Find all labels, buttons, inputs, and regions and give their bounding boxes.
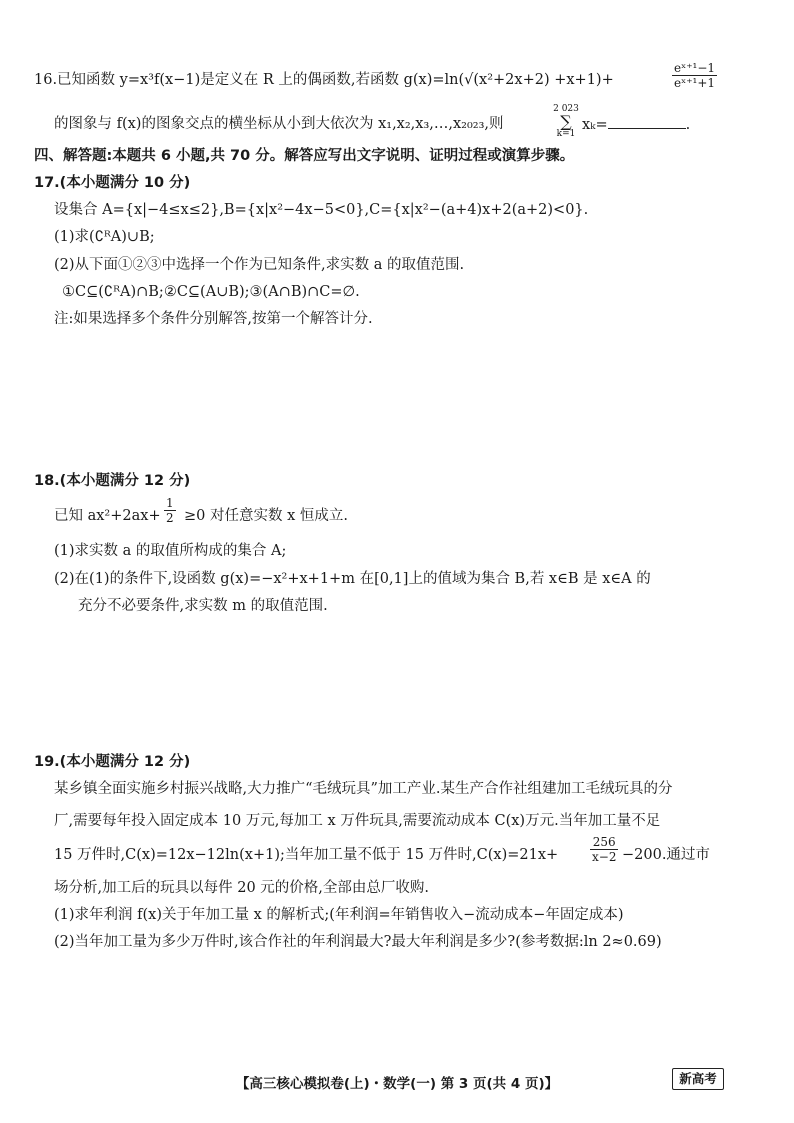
- q16-sum-bottom: k=1: [556, 129, 576, 139]
- q19-fraction: [590, 835, 618, 864]
- q16-sum-symbol: ∑: [560, 112, 572, 131]
- q18-title: 18.(本小题满分 12 分): [34, 473, 191, 489]
- q17-line2: (1)求(∁ᴿA)∪B;: [54, 229, 155, 245]
- q19-line6: (2)当年加工量为多少万件时,该合作社的年利润最大?最大年利润是多少?(参考数据:ln 2≈0.69): [54, 934, 662, 950]
- section-4-heading: 四、解答题:本题共 6 小题,共 70 分。解答应写出文字说明、证明过程或演算步骤。: [34, 148, 575, 164]
- q19-frac-den: x−2: [592, 850, 617, 864]
- q17-line1: 设集合 A={x|−4≤x≤2},B={x|x²−4x−5<0},C={x|x²−(a+4)x+2(a+2)<0}.: [54, 202, 589, 218]
- q19-title: 19.(本小题满分 12 分): [34, 754, 191, 770]
- q16-line2: [54, 114, 504, 134]
- q16-sum-term: xₖ=: [582, 117, 608, 133]
- q16-sum-operator: [552, 104, 580, 139]
- q18-line1a: 已知 ax²+2ax+: [54, 508, 161, 524]
- new-gaokao-stamp: 新高考: [672, 1068, 724, 1090]
- q19-line4: 场分析,加工后的玩具以每件 20 元的价格,全部由总厂收购.: [54, 880, 429, 896]
- q18-frac-num: 1: [166, 496, 174, 510]
- q19-line5: (1)求年利润 f(x)关于年加工量 x 的解析式;(年利润=年销售收入−流动成本−年固定成本): [54, 907, 624, 923]
- q18-line2: (1)求实数 a 的取值所构成的集合 A;: [54, 543, 287, 559]
- q19-frac-num: 256: [590, 835, 618, 850]
- q17-line4: ①C⊆(∁ᴿA)∩B;②C⊆(A∪B);③(A∩B)∩C=∅.: [62, 284, 360, 300]
- q17-line3: (2)从下面①②③中选择一个作为已知条件,求实数 a 的取值范围.: [54, 257, 465, 273]
- q16-frac-den: eˣ⁺¹+1: [674, 76, 716, 90]
- q18-line3: (2)在(1)的条件下,设函数 g(x)=−x²+x+1+m 在[0,1]上的值域为集合 B,若 x∈B 是 x∈A 的: [54, 571, 651, 587]
- q16-line2-tail: [582, 114, 690, 135]
- q19-line2: 厂,需要每年投入固定成本 10 万元,每加工 x 万件玩具,需要流动成本 C(x)万元.当年加工量不足: [54, 813, 661, 829]
- q18-frac-den: 2: [166, 511, 174, 525]
- q17-title: 17.(本小题满分 10 分): [34, 175, 191, 191]
- q19-line1: 某乡镇全面实施乡村振兴战略,大力推广“毛绒玩具”加工产业.某生产合作社组建加工毛绒玩具的分: [54, 781, 673, 797]
- q19-line3b: −200.通过市: [622, 847, 710, 863]
- q16-period: .: [685, 117, 691, 133]
- q18-fraction: [164, 496, 176, 525]
- q16-line1: 16.已知函数 y=x³f(x−1)是定义在 R 上的偶函数,若函数 g(x)=ln(√(x²+2x+2) +x+1)+: [34, 72, 614, 88]
- page-footer: 【高三核心模拟卷(上)・数学(一) 第 3 页(共 4 页)】: [235, 1076, 559, 1092]
- q16-answer-blank: [608, 114, 686, 129]
- q16-sum-top: 2 023: [553, 104, 579, 114]
- q16-line2-text: 的图象与 f(x)的图象交点的横坐标从小到大依次为 x₁,x₂,x₃,…,x₂₀₂₃,则: [54, 116, 504, 132]
- q16-fraction: [672, 61, 717, 90]
- q18-line1b: ≥0 对任意实数 x 恒成立.: [184, 508, 348, 524]
- q19-line3a: 15 万件时,C(x)=12x−12ln(x+1);当年加工量不低于 15 万件时,C(x)=21x+: [54, 847, 559, 863]
- q18-line4: 充分不必要条件,求实数 m 的取值范围.: [78, 598, 328, 614]
- q17-note: 注:如果选择多个条件分别解答,按第一个解答计分.: [54, 311, 373, 327]
- q16-frac-num: eˣ⁺¹−1: [674, 61, 716, 75]
